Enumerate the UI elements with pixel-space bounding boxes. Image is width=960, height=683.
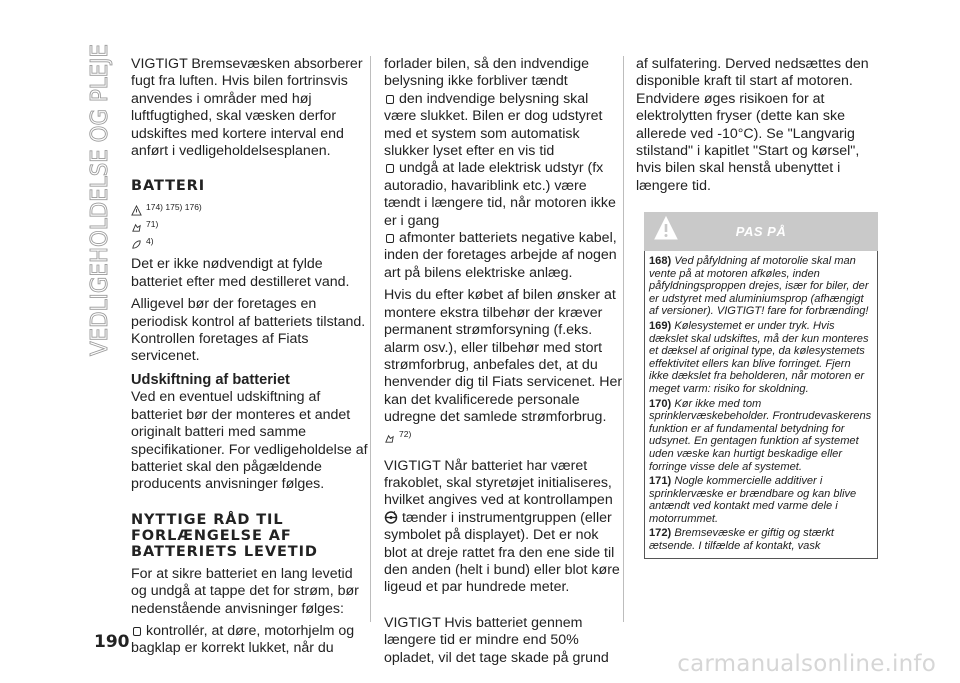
text-column-1 bbox=[131, 56, 371, 663]
paragraph bbox=[384, 458, 624, 597]
chapter-title-vertical bbox=[80, 38, 114, 358]
reference-numbers: 71) bbox=[146, 219, 159, 230]
reference-line bbox=[131, 234, 371, 250]
bullet-icon bbox=[133, 627, 141, 636]
heading-batteri: BATTERI bbox=[131, 178, 206, 195]
reference-numbers: 4) bbox=[146, 236, 154, 247]
bullet-icon bbox=[386, 95, 394, 104]
bullet-icon bbox=[386, 164, 394, 173]
column-divider bbox=[623, 56, 624, 622]
warning-box bbox=[644, 212, 878, 559]
paragraph-text: VIGTIGT Når batteriet har været frakoblet, skal styretøjet initialiseres, hvilket angives ved at kontrollampen bbox=[384, 457, 613, 509]
reference-line bbox=[384, 428, 624, 444]
warning-item-number: 168) bbox=[649, 255, 672, 267]
reference-line bbox=[131, 217, 371, 233]
bullet-text: kontrollér, at døre, motorhjelm og bagklap er korrekt lukket, når du bbox=[131, 622, 355, 657]
subheading-replace-battery: Udskiftning af batteriet bbox=[131, 371, 290, 388]
environment-icon bbox=[131, 239, 142, 250]
paragraph: Hvis du efter købet af bilen ønsker at montere ekstra tilbehør der kræver permanent strømforsyning (f.eks. alarm osv.), eller tilbehør med stort strømforbrug, anbefales det, at du henvender dig til Fiats servicenet. Her kan det kvalificerede personale udregne det samlede strømforbrug. bbox=[384, 287, 623, 426]
warning-item-text: Bremsevæske er giftig og stærkt ætsende. I tilfælde af kontakt, vask bbox=[649, 527, 834, 553]
warning-item-number: 172) bbox=[649, 527, 672, 540]
text-column-3 bbox=[636, 56, 876, 200]
bullet-text: den indvendige belysning skal være slukket. Bilen er dog udstyret med et system som automatisk slukker lyset efter en vis tid bbox=[384, 90, 603, 160]
bullet-item bbox=[131, 623, 371, 658]
warning-item bbox=[649, 527, 873, 552]
bullet-text: afmonter batteriets negative kabel, inden der foretages arbejde af nogen art på bilens elektriske anlæg. bbox=[384, 230, 617, 281]
bullet-item bbox=[384, 91, 624, 161]
paragraph-brake-fluid: VIGTIGT Bremsevæsken absorberer fugt fra luften. Hvis bilen fortrinsvis anvendes i områder med høj luftfugtighed, skal væsken derfor udskiftes med kortere interval end anført i vedligeholdelsesplanen. bbox=[131, 56, 363, 160]
paragraph: VIGTIGT Hvis batteriet gennem længere tid er mindre end 50% opladet, vil det tage skade på grund bbox=[384, 614, 609, 666]
paragraph: af sulfatering. Derved nedsættes den disponible kraft til start af motoren. Endvidere øges risikoen for at elektrolytten fryser (dette kan ske allerede ved -10°C). Se "Langvarig stilstand" i kapitlet "Start og kørsel", hvis bilen skal henstå ubenyttet i længere tid. bbox=[636, 56, 869, 194]
warning-item-number: 171) bbox=[649, 475, 672, 488]
bullet-text: undgå at lade elektrisk udstyr (fx autoradio, havariblink etc.) være tændt i længere tid, når motoren ikke er i gang bbox=[384, 160, 616, 229]
warning-item-text: Kølesystemet er under tryk. Hvis dækslet skal udskiftes, må der kun monteres et dæksel af original type, da kølesystemets effektivitet ellers kan blive forringet. Fjern ikke dækslet fra beholderen, når motoren er meget varm: risiko for skoldning. bbox=[649, 319, 869, 395]
bullet-item bbox=[384, 160, 624, 230]
warning-item bbox=[649, 398, 873, 474]
watermark: carmanualsonline.info bbox=[677, 651, 936, 677]
chapter-title-text: VEDLIGEHOLDELSE OG PLEJE bbox=[87, 38, 113, 356]
warning-box-body bbox=[644, 251, 878, 559]
paragraph: Alligevel bør der foretages en periodisk kontrol af batteriets tilstand. Kontrollen foretages af Fiats servicenet. bbox=[131, 296, 366, 365]
warning-box-title: PAS PÅ bbox=[735, 224, 787, 239]
warning-triangle-icon bbox=[131, 205, 142, 216]
bullet-icon bbox=[386, 234, 394, 243]
paragraph: forlader bilen, så den indvendige belysning ikke forbliver tændt bbox=[384, 56, 590, 90]
reference-line bbox=[131, 200, 371, 216]
hand-caution-icon bbox=[131, 222, 142, 233]
paragraph-text: tænder i instrumentgruppen (eller symbolet på displayet). Det er nok blot at dreje rattet fra den ene side til den anden (helt i bund) eller blot køre ligeud et par hundrede meter. bbox=[384, 509, 620, 596]
warning-item bbox=[649, 320, 873, 396]
paragraph: Det er ikke nødvendigt at fylde batteriet efter med destilleret vand. bbox=[131, 256, 350, 290]
reference-numbers: 72) bbox=[399, 429, 412, 440]
warning-box-header bbox=[644, 212, 878, 251]
warning-item-number: 170) bbox=[649, 397, 672, 410]
warning-item-number: 169) bbox=[649, 319, 672, 332]
warning-item bbox=[649, 475, 873, 525]
heading-useful-advice: NYTTIGE RÅD TIL FORLÆNGELSE AF BATTERIETS LEVETID bbox=[131, 511, 318, 560]
paragraph: For at sikre batteriet en lang levetid og undgå at tappe det for strøm, bør nedenstående anvisninger følges: bbox=[131, 565, 359, 617]
paragraph: Ved en eventuel udskiftning af batteriet bør der monteres et andet originalt batteri med samme specifikationer. For vedligeholdelse af batteriet skal den pågældende producents anvisninger følges. bbox=[131, 389, 368, 493]
warning-item bbox=[649, 255, 873, 318]
column-divider bbox=[370, 56, 371, 622]
hand-caution-icon bbox=[384, 433, 395, 444]
warning-item-text: Nogle kommercielle additiver i sprinklervæske er brændbare og kan blive antændt ved kontakt med varme dele i motorrummet. bbox=[649, 475, 857, 525]
warning-item-text: Ved påfyldning af motorolie skal man vente på at motoren afkøles, inden påfyldningsproppen drejes, især for biler, der er udstyret med aluminiumsprop (afhængigt af versioner). VIGTIGT! fare for forbrænding! bbox=[649, 255, 869, 318]
svg-text:!: ! bbox=[393, 510, 396, 517]
bullet-item bbox=[384, 230, 624, 282]
page-number: 190 bbox=[94, 632, 130, 652]
warning-item-text: Kør ikke med tom sprinklervæskebeholder. Frontrudevaskerens funktion er af fundamental betydning for udsynet. En gentagen funktion af systemet uden væske kan hurtigt beskadige eller forringe visse dele af systemet. bbox=[649, 397, 872, 473]
steering-warning-lamp-icon bbox=[384, 511, 398, 524]
text-column-2 bbox=[384, 56, 624, 672]
reference-numbers: 174) 175) 176) bbox=[146, 202, 202, 213]
